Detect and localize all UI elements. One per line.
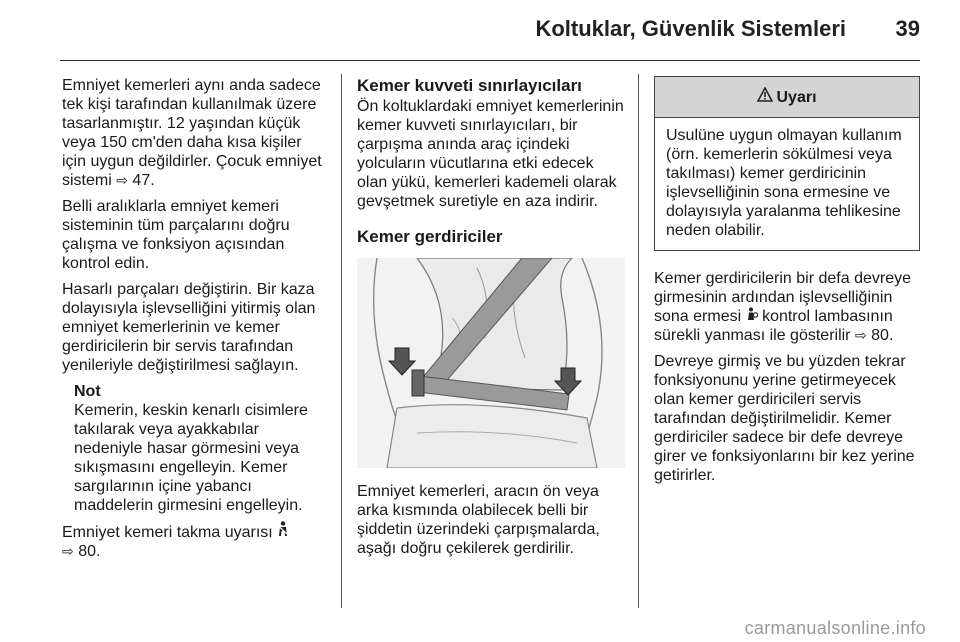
warning-box bbox=[654, 76, 920, 251]
header-divider bbox=[60, 60, 920, 61]
paragraph: Emniyet kemerleri, aracın ön veya arka kısmında olabilecek belli bir şiddetin üzerindeki çarpışmalarda, aşağı doğru çekilerek gerdirilir. bbox=[357, 483, 600, 557]
paragraph bbox=[62, 521, 330, 561]
page-reference[interactable]: 47. bbox=[132, 172, 155, 189]
paragraph-text: Emniyet kemeri takma uyarısı bbox=[62, 524, 273, 541]
paragraph: Devreye girmiş ve bu yüzden tekrar fonksiyonunu yerine getirmeyecek olan kemer gerdiricileri servis tarafından değiştirilmelidir. Kemer gerdiriciler sadece bir defe devreye girer ve fonksiyonlarını bir kez yerine getirirler. bbox=[654, 353, 915, 484]
paragraph-text: Emniyet kemerleri aynı anda sadece tek kişi tarafından kullanılmak üzere tasarlanmıştır. 12 yaşından küçük veya 150 cm'den daha kısa kişiler için uygun değildirler. Çocuk emniyet sistemi bbox=[62, 77, 322, 189]
warning-title: Uyarı bbox=[776, 88, 817, 106]
warning-text: Usulüne uygun olmayan kullanım (örn. kemerlerin sökülmesi veya takılması) kemer gerdiricinin işlevselliğinin sona ermesine ve dolayısıyla yaralanma tehlikesine neden olabilir. bbox=[666, 127, 902, 239]
warning-header bbox=[655, 77, 919, 118]
paragraph: Belli aralıklarla emniyet kemeri sisteminin tüm parçalarını doğru çalışma ve fonksiyon açısından kontrol edin. bbox=[62, 198, 290, 272]
note-title: Not bbox=[74, 383, 101, 400]
reference-arrow-icon: ⇨ bbox=[116, 172, 128, 188]
reference-arrow-icon: ⇨ bbox=[62, 543, 74, 559]
column-middle bbox=[357, 76, 625, 565]
paragraph-text: Kemer gerdiricilerin bir defa devreye girmesinin ardından işlevselliğinin sona ermesi bbox=[654, 270, 911, 325]
page-number: 39 bbox=[895, 16, 920, 41]
column-right bbox=[654, 76, 920, 492]
page-reference[interactable]: 80. bbox=[871, 327, 894, 344]
section-heading: Kemer gerdiriciler bbox=[357, 227, 503, 246]
seatbelt-person-icon bbox=[277, 524, 289, 541]
warning-triangle-icon bbox=[757, 87, 773, 107]
page-title: Koltuklar, Güvenlik Sistemleri bbox=[535, 16, 846, 41]
belt-tensioner-illustration bbox=[357, 258, 625, 468]
column-left bbox=[62, 76, 330, 568]
column-divider bbox=[341, 74, 342, 608]
column-divider bbox=[638, 74, 639, 608]
paragraph bbox=[62, 76, 330, 190]
note-text: Kemerin, keskin kenarlı cisimlere takılarak veya ayakkabılar nedeniyle hasar görmesini veya sıkışmasını engelleyin. Kemer sargılarının içine yabancı maddelerin girmesini engelleyin. bbox=[74, 402, 308, 514]
note-box bbox=[74, 382, 330, 515]
warning-body bbox=[655, 118, 919, 250]
paragraph-text: kontrol lambasının sürekli yanması ile gösterilir bbox=[654, 308, 893, 344]
watermark: carmanualsonline.info bbox=[744, 618, 926, 638]
airbag-lamp-icon bbox=[746, 308, 762, 325]
page-reference[interactable]: 80. bbox=[78, 543, 101, 560]
paragraph: Ön koltuklardaki emniyet kemerlerinin kemer kuvveti sınırlayıcıları, bir çarpışma anında araç içindeki yolcuların vücutlarına etki edecek olan yükü, kemerleri kademeli olarak gevşetmek suretiyle en aza indirir. bbox=[357, 98, 624, 210]
paragraph bbox=[654, 269, 920, 345]
reference-arrow-icon: ⇨ bbox=[854, 327, 867, 343]
paragraph: Hasarlı parçaları değiştirin. Bir kaza dolayısıyla işlevselliğini yitirmiş olan emniyet kemerlerinin ve kemer gerdiricilerin bir servis tarafından yenileriyle değiştirilmesi sağlayın. bbox=[62, 281, 316, 374]
section-heading: Kemer kuvveti sınırlayıcıları bbox=[357, 76, 582, 95]
